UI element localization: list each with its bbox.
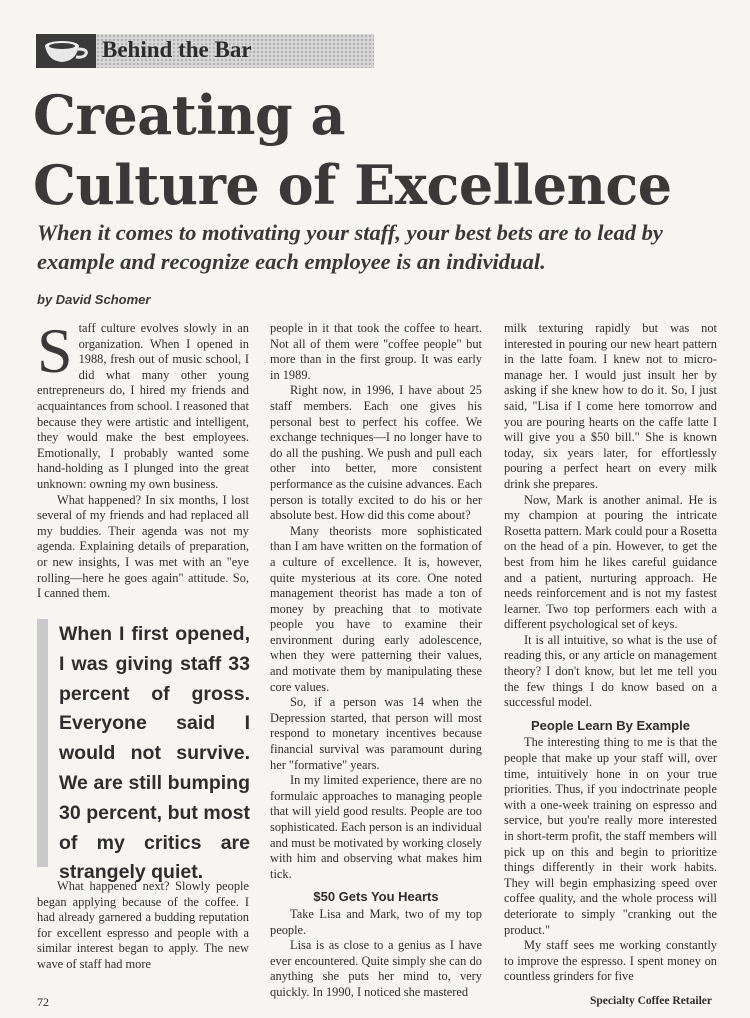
section-icon-box: [36, 34, 96, 68]
paragraph: Lisa is as close to a genius as I have ever encountered. Quite simply she can do anything she puts her mind to, very quickly. In 1990, I noticed she mastered: [270, 938, 482, 999]
headline-line-1: Creating a: [33, 83, 346, 147]
column-2: [270, 321, 482, 1001]
paragraph: The interesting thing to me is that the people that make up your staff will, over time, intuitively hone in on your true priorities. Thus, if you indoctrinate people with a one-week training on espresso and service, but you're really more interested in short-term profit, the staff members will pick up on this and begin to prioritize things differently in their work habits. They will begin emphasizing speed over coffee quality, and the whole process will deteriorate to simply "cranking out the product.": [504, 735, 717, 937]
paragraph: milk texturing rapidly but was not interested in pouring our new heart pattern in the latte foam. I knew not to micro-manage her. I would just insult her by asking if she knew how to do it. So, I just said, "Lisa if I come here tomorrow and you are pouring hearts on the caffe latte I will give you a $50 bill." She is known today, six years later, for effortlessly pouring a perfect heart on every milk drink she prepares.: [504, 321, 717, 491]
paragraph: Right now, in 1996, I have about 25 staff members. Each one gives his personal best to perfect his coffee. We exchange techniques—I no longer have to do all the pushing. We push and pull each other into better, more consistent performance as the cuisine advances. Each person is totally excited to do his or her absolute best. How did this come about?: [270, 383, 482, 523]
paragraph: My staff sees me working constantly to improve the espresso. I spent money on countless grinders for five: [504, 938, 717, 984]
section-title: Behind the Bar: [102, 37, 252, 62]
page-number: 72: [37, 995, 49, 1009]
subhead: $50 Gets You Hearts: [313, 889, 439, 905]
paragraph: Take Lisa and Mark, two of my top people.: [270, 906, 482, 937]
article-deck: When it comes to motivating your staff, your best bets are to lead by example and recognize each employee is an individual.: [37, 220, 663, 274]
pull-quote: When I first opened, I was giving staff 33 percent of gross. Everyone said I would not survive. We are still bumping 30 percent, but most of my critics are strangely quiet.: [37, 619, 250, 867]
paragraph: It is all intuitive, so what is the use of reading this, or any article on management theory? I don't know, but let me tell you the few things I do know based on a successful model.: [504, 632, 717, 710]
paragraph: So, if a person was 14 when the Depression started, that person will most respond to monetary incentives because financial survival was paramount during her "formative" years.: [270, 695, 482, 772]
paragraph: What happened next? Slowly people began applying because of the coffee. I had already garnered a budding reputation for excellent espresso and people with a similar interest began to apply. The new wave of staff had more: [37, 879, 249, 971]
paragraph: In my limited experience, there are no formulaic approaches to managing people that will yield good results. People are too sophisticated. Each person is an individual and must be motivated by working closely with him and observing what makes him tick.: [270, 773, 482, 881]
column-3: [504, 321, 717, 985]
byline: by David Schomer: [37, 292, 151, 307]
subhead: People Learn By Example: [531, 717, 690, 733]
paragraph-text: taff culture evolves slowly in an organization. When I opened in 1988, fresh out of music school, I did what many other young entrepreneurs do, I hired my friends and acquaintances from school. I reasoned that because they were artistic and intelligent, they would make the best employees. Emotionally, I probably wanted some hand-holding as I plunged into the great unknown: owning my own business.: [37, 321, 249, 491]
coffee-cup-icon: [40, 37, 92, 65]
publication-name: Specialty Coffee Retailer: [590, 995, 712, 1007]
paragraph: What happened? In six months, I lost several of my friends and had replaced all my buddies. Their agenda was not my agenda. Explaining details of preparation, or new insights, I was met with an "eye rolling—here he goes again" attitude. So, I canned them.: [37, 492, 249, 601]
headline-line-2: Culture of Excellence: [33, 153, 672, 217]
column-1: [37, 315, 249, 602]
paragraph: Many theorists more sophisticated than I am have written on the formation of a culture of excellence. It is, however, quite mysterious at its core. One noted management theorist has made a ton of money by preaching that to motivate people you have to examine their environment during early adolescence, when they were patterning their values, and motivate them by manipulating these core values.: [270, 523, 482, 694]
section-banner: [36, 34, 374, 68]
paragraph: Now, Mark is another animal. He is my champion at pouring the intricate Rosetta pattern. Mark could pour a Rosetta on the head of a pin. However, to get the best from him he likes careful guidance and a patient, nurturing approach. He needs reinforcement and is not my fastest learner. Two top performers each with a different psychological set of keys.: [504, 492, 717, 632]
article-headline: [33, 80, 733, 220]
drop-cap: S: [37, 315, 73, 386]
paragraph: people in it that took the coffee to heart. Not all of them were "coffee people" but more than in the first group. It was early in 1989.: [270, 321, 482, 382]
paragraph: [37, 315, 249, 493]
